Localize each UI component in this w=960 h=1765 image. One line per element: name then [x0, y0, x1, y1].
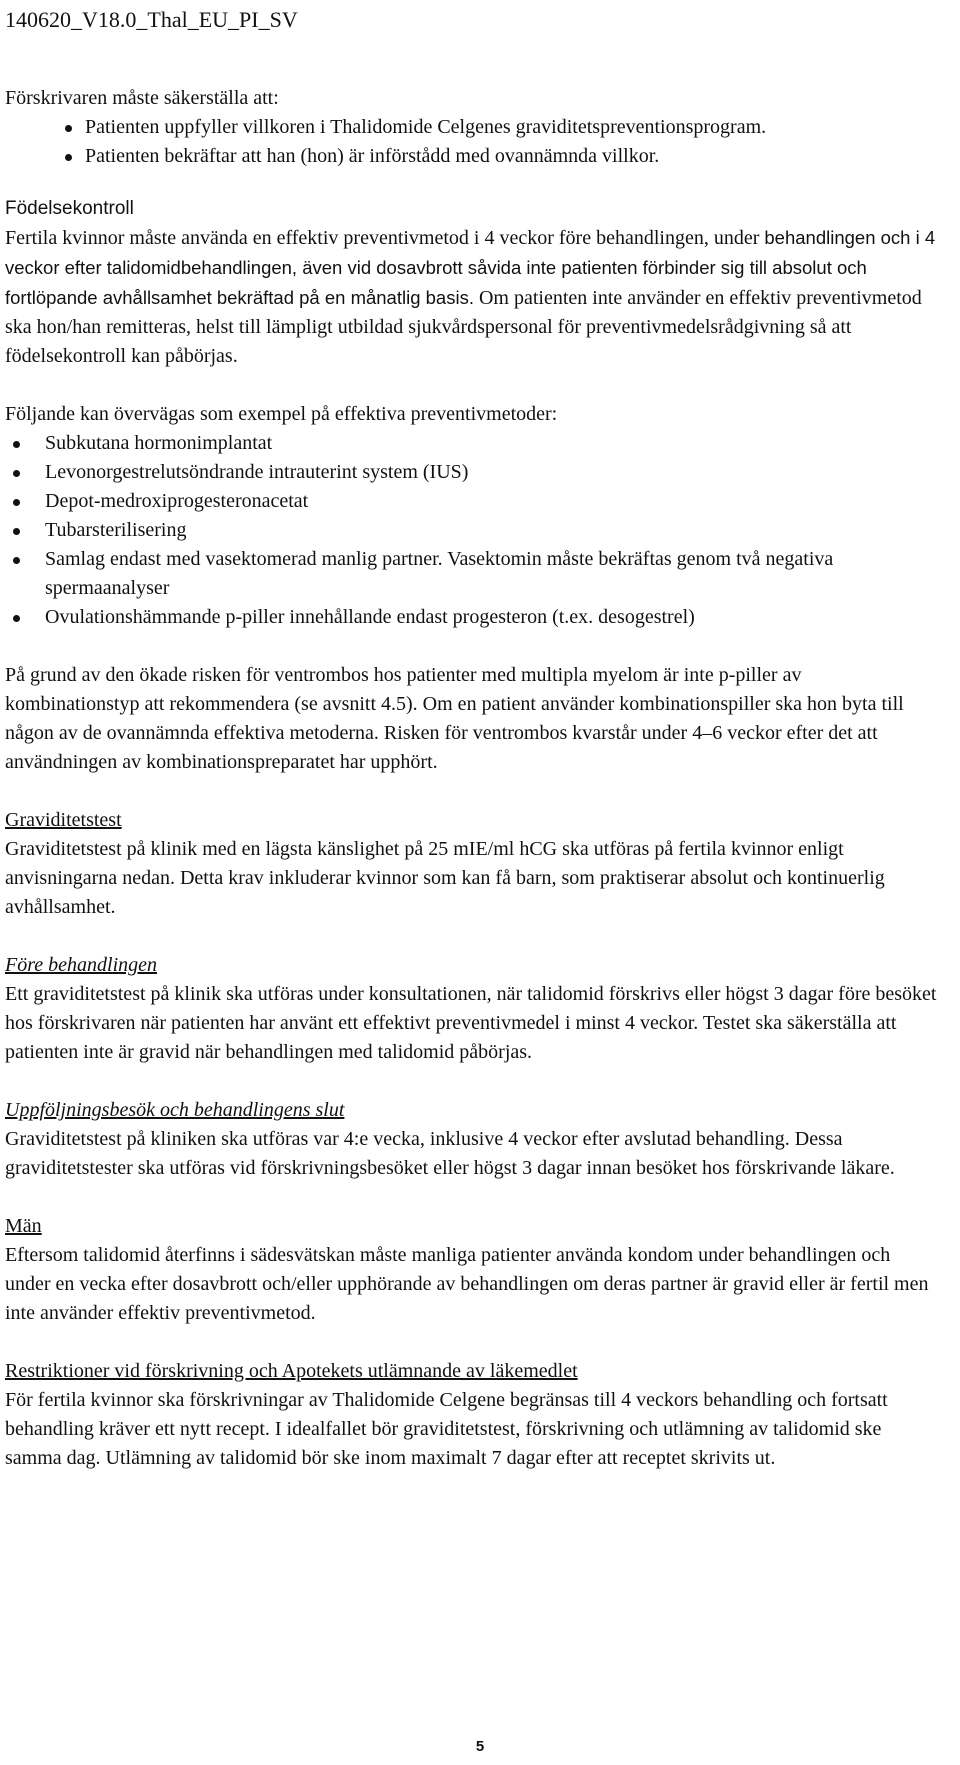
men-section — [5, 1212, 940, 1328]
prescriber-section — [5, 84, 940, 171]
list-item: Ovulationshämmande p-piller innehållande endast progesteron (t.ex. desogestrel) — [5, 603, 940, 632]
birth-control-section — [5, 194, 940, 371]
list-item: Tubarsterilisering — [5, 516, 940, 545]
methods-section — [5, 400, 940, 632]
before-treatment-text: Ett graviditetstest på klinik ska utföras under konsultationen, när talidomid förskrivs eller högst 3 dagar före besöket hos förskrivaren när patienten har använt ett effektivt preventivmedel i minst 4 veckor. Testet ska säkerställa att patienten inte är gravid när behandlingen med talidomid påbörjas. — [5, 983, 937, 1063]
restrictions-text: För fertila kvinnor ska förskrivningar av Thalidomide Celgene begränsas till 4 veckors behandling och fortsatt behandling kräver ett nytt recept. I idealfallet bör graviditetstest, förskrivning och utlämning av talidomid ske samma dag. Utlämning av talidomid bör ske inom maximalt 7 dagar efter att receptet skrivits ut. — [5, 1389, 888, 1469]
list-item: Subkutana hormonimplantat — [5, 429, 940, 458]
document-id: 140620_V18.0_Thal_EU_PI_SV — [5, 7, 298, 32]
pregnancy-test-section — [5, 806, 940, 922]
document-page — [5, 6, 940, 1473]
before-treatment-heading: Före behandlingen — [5, 954, 158, 976]
birth-control-text-part1: Fertila kvinnor måste använda en effektiv preventivmetod i 4 veckor före behandlingen, under — [5, 227, 765, 249]
list-item: Levonorgestrelutsöndrande intrauterint system (IUS) — [5, 458, 940, 487]
thrombosis-section — [5, 661, 940, 777]
page-number: 5 — [475, 1738, 485, 1755]
list-item: Patienten bekräftar att han (hon) är införstådd med ovannämnda villkor. — [5, 142, 940, 171]
prescriber-list — [5, 113, 940, 171]
list-item: Patienten uppfyller villkoren i Thalidomide Celgenes graviditetspreventionsprogram. — [5, 113, 940, 142]
before-treatment-section — [5, 951, 940, 1067]
birth-control-heading: Födelsekontroll — [5, 198, 134, 219]
prescriber-intro: Förskrivaren måste säkerställa att: — [5, 87, 279, 109]
methods-intro: Följande kan övervägas som exempel på effektiva preventivmetoder: — [5, 403, 558, 425]
thrombosis-text: På grund av den ökade risken för ventrombos hos patienter med multipla myelom är inte p-piller av kombinationstyp att rekommendera (se avsnitt 4.5). Om en patient använder kombinationspiller ska hon byta till någon av de ovannämnda effektiva metoderna. Risken för ventrombos kvarstår under 4–6 veckor efter det att användningen av kombinationspreparatet har upphört. — [5, 664, 904, 773]
restrictions-section — [5, 1357, 940, 1473]
restrictions-heading: Restriktioner vid förskrivning och Apotekets utlämnande av läkemedlet — [5, 1360, 578, 1382]
list-item: Samlag endast med vasektomerad manlig partner. Vasektomin måste bekräftas genom två negativa spermaanalyser — [5, 545, 940, 603]
pregnancy-test-text: Graviditetstest på klinik med en lägsta känslighet på 25 mIE/ml hCG ska utföras på fertila kvinnor enligt anvisningarna nedan. Detta krav inkluderar kvinnor som kan få barn, som praktiserar absolut och kontinuerlig avhållsamhet. — [5, 838, 885, 918]
list-item: Depot-medroxiprogesteronacetat — [5, 487, 940, 516]
follow-up-section — [5, 1096, 940, 1183]
birth-control-text-part3: Om patienten inte använder en effektiv preventivmetod ska hon/han remitteras, helst till lämpligt utbildad sjukvårdspersonal för preventivmedelsrådgivning så att födelsekontroll kan påbörjas. — [5, 287, 922, 367]
birth-control-paragraph — [5, 223, 940, 371]
follow-up-text: Graviditetstest på kliniken ska utföras var 4:e vecka, inklusive 4 veckor efter avslutad behandling. Dessa graviditetstester ska utföras vid förskrivningsbesöket eller högst 3 dagar innan besöket hos förskrivande läkare. — [5, 1128, 895, 1179]
methods-list — [5, 429, 940, 632]
birth-control-text-part2: behandlingen och i 4 veckor efter talidomidbehandlingen, även vid dosavbrott såvida inte patienten förbinder sig till absolut och fortlöpande avhållsamhet bekräftad på en månatlig basis. — [5, 227, 936, 308]
pregnancy-test-heading: Graviditetstest — [5, 809, 122, 831]
follow-up-heading: Uppföljningsbesök och behandlingens slut — [5, 1099, 345, 1121]
men-text: Eftersom talidomid återfinns i sädesvätskan måste manliga patienter använda kondom under behandlingen och under en vecka efter dosavbrott och/eller upphörande av behandlingen om deras partner är gravid eller är fertil men inte använder effektiv preventivmetod. — [5, 1244, 929, 1324]
men-heading: Män — [5, 1215, 42, 1237]
